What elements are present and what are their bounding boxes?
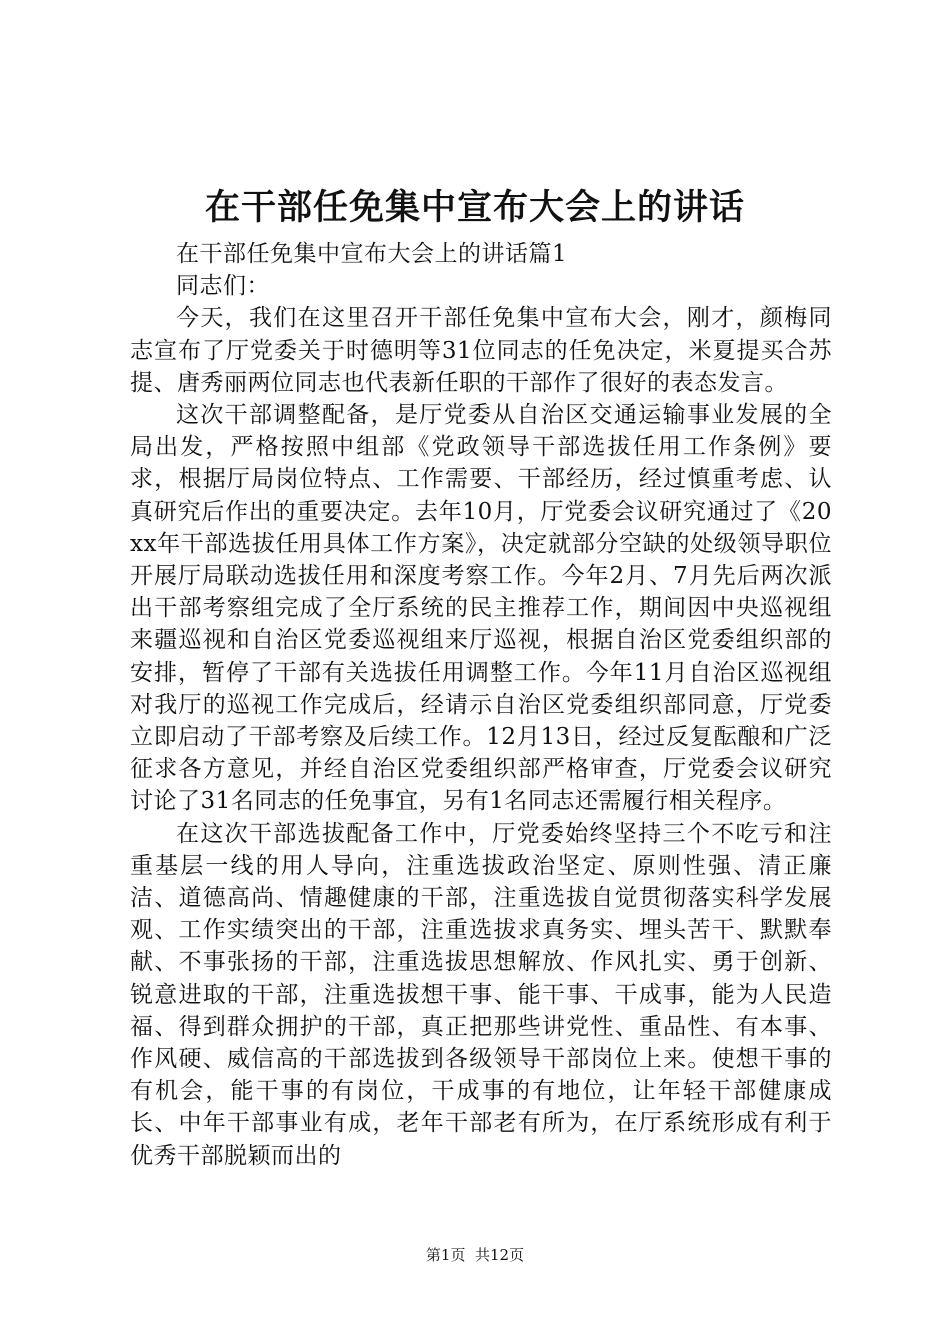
total-page-count: 共12页 <box>475 1246 525 1264</box>
body-paragraph-1: 今天，我们在这里召开干部任免集中宣布大会，刚才，颜梅同志宣布了厅党委关于时德明等31位同志的任免决定，米夏提买合苏提、唐秀丽两位同志也代表新任职的干部作了很好的表态发言。 <box>130 305 832 396</box>
current-page-number: 第1页 <box>425 1246 466 1264</box>
salutation: 同志们： <box>176 273 270 300</box>
footer-separator <box>465 1246 475 1264</box>
document-title: 在干部任免集中宣布大会上的讲话 <box>204 188 745 228</box>
body-paragraph-2: 这次干部调整配备，是厅党委从自治区交通运输事业发展的全局出发，严格按照中组部《党政领导干部选拔任用工作条例》要求，根据厅局岗位特点、工作需要、干部经历，经过慎重考虑、认真研究后作出的重要决定。去年10月，厅党委会议研究通过了《20xx年干部选拔任用具体工作方案》，决定就部分空缺的处级领导职位开展厅局联动选拔任用和深度考察工作。今年2月、7月先后两次派出干部考察组完成了全厅系统的民主推荐工作，期间因中央巡视组来疆巡视和自治区党委巡视组来厅巡视，根据自治区党委组织部的安排，暂停了干部有关选拔任用调整工作。今年11月自治区巡视组对我厅的巡视工作完成后，经请示自治区党委组织部同意，厅党委立即启动了干部考察及后续工作。12月13日，经过反复酝酿和广泛征求各方意见，并经自治区党委组织部严格审查，厅党委会议研究讨论了31名同志的任免事宜，另有1名同志还需履行相关程序。 <box>130 402 832 815</box>
section-heading: 在干部任免集中宣布大会上的讲话篇1 <box>176 241 568 267</box>
body-paragraph-3: 在这次干部选拔配备工作中，厅党委始终坚持三个不吃亏和注重基层一线的用人导向，注重选拔政治坚定、原则性强、清正廉洁、道德高尚、情趣健康的干部，注重选拔自觉贯彻落实科学发展观、工作实绩突出的干部，注重选拔求真务实、埋头苦干、默默奉献、不事张扬的干部，注重选拔思想解放、作风扎实、勇于创新、锐意进取的干部，注重选拔想干事、能干事、干成事，能为人民造福、得到群众拥护的干部，真正把那些讲党性、重品性、有本事、作风硬、威信高的干部选拔到各级领导干部岗位上来。使想干事的有机会，能干事的有岗位，干成事的有地位，让年轻干部健康成长、中年干部事业有成，老年干部老有所为，在厅系统形成有利于优秀干部脱颖而出的 <box>130 820 832 1169</box>
document-body <box>130 238 832 1172</box>
page-footer <box>0 1245 950 1265</box>
